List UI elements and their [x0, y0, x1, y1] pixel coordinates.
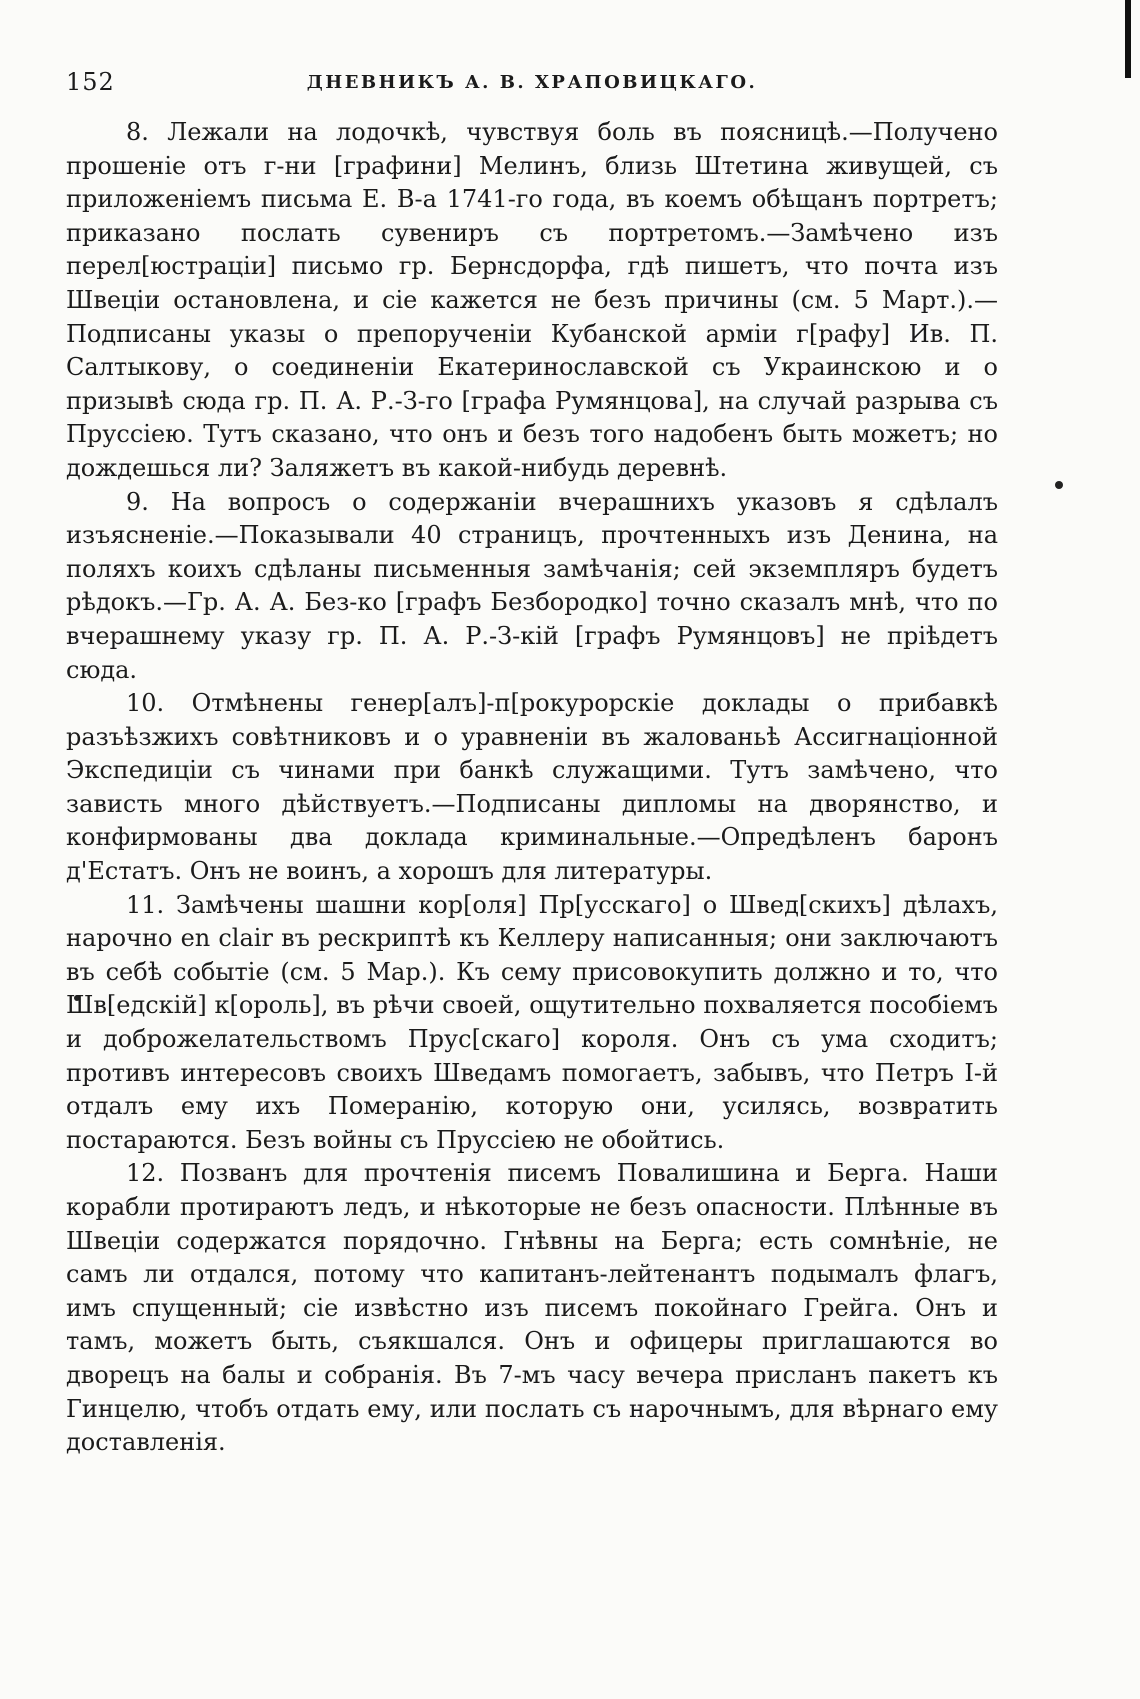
page-header — [66, 68, 998, 104]
diary-entry-11: 11. Замѣчены шашни кор[оля] Пр[усскаго] о Швед[скихъ] дѣлахъ, нарочно en clair въ рескриптѣ къ Келлеру написанныя; они заключаютъ въ себѣ событіе (см. 5 Мар.). Къ сему присовокупить должно и то, что Шв[едскій] к[ороль], въ рѣчи своей, ощутительно похваляется пособіемъ и доброжелательствомъ Прус[скаго] короля. Онъ съ ума сходитъ; противъ интересовъ своихъ Шведамъ помогаетъ, забывъ, что Петръ I-й отдалъ ему ихъ Померанію, которую они, усилясь, возвратить постараются. Безъ войны съ Пруссіею не обойтись. — [66, 890, 998, 1154]
running-title: ДНЕВНИКЪ А. В. ХРАПОВИЦКАГО. — [306, 72, 758, 93]
page-edge-mark — [1125, 0, 1131, 78]
body-text — [66, 116, 998, 1460]
diary-entry-12: 12. Позванъ для прочтенія писемъ Повалишина и Берга. Наши корабли протираютъ ледъ, и нѣкоторые не безъ опасности. Плѣнные въ Швеціи содержатся порядочно. Гнѣвны на Берга; есть сомнѣніе, не самъ ли отдался, потому что капитанъ-лейтенантъ подымалъ флагъ, имъ спущенный; сіе извѣстно изъ писемъ покойнаго Грейга. Онъ и тамъ, можетъ быть, съякшался. Онъ и офицеры приглашаются во дворецъ на балы и собранія. Въ 7-мъ часу вечера присланъ пакетъ къ Гинцелю, чтобъ отдать ему, или послать съ нарочнымъ, для вѣрнаго ему доставленія. — [66, 1159, 998, 1457]
page-number: 152 — [66, 68, 115, 96]
diary-entry-9: 9. На вопросъ о содержаніи вчерашнихъ указовъ я сдѣлалъ изъясненіе.—Показывали 40 страницъ, прочтенныхъ изъ Денина, на поляхъ коихъ сдѣланы письменныя замѣчанія; сей экземпляръ будетъ рѣдокъ.—Гр. А. А. Без-ко [графъ Безбородко] точно сказалъ мнѣ, что по вчерашнему указу гр. П. А. Р.-З-кій [графъ Румянцовъ] не пріѣдетъ сюда. — [66, 487, 998, 684]
diary-entry-8: 8. Лежали на лодочкѣ, чувствуя боль въ поясницѣ.—Получено прошеніе отъ г-ни [графини] Мелинъ, близь Штетина живущей, съ приложеніемъ письма Е. В-а 1741-го года, въ коемъ обѣщанъ портретъ; приказано послать сувениръ съ портретомъ.—Замѣчено изъ перел[юстраціи] письмо гр. Бернсдорфа, гдѣ пишетъ, что почта изъ Швеціи остановлена, и сіе кажется не безъ причины (см. 5 Март.).—Подписаны указы о препорученіи Кубанской арміи г[рафу] Ив. П. Салтыкову, о соединеніи Екатеринославской съ Украинскою и о призывѣ сюда гр. П. А. Р.-З-го [графа Румянцова], на случай разрыва съ Пруссіею. Тутъ сказано, что онъ и безъ того надобенъ быть можетъ; но дождешься ли? Заляжетъ въ какой-нибудь деревнѣ. — [66, 118, 998, 482]
diary-entry-10: 10. Отмѣнены генер[алъ]-п[рокурорскіе доклады о прибавкѣ разъѣзжихъ совѣтниковъ и о уравненіи въ жалованьѣ Ассигнаціонной Экспедиціи съ чинами при банкѣ служащими. Тутъ замѣчено, что зависть много дѣйствуетъ.—Подписаны дипломы на дворянство, и конфирмованы два доклада криминальные.—Опредѣленъ баронъ д'Естатъ. Онъ не воинъ, а хорошъ для литературы. — [66, 689, 998, 886]
ink-speck — [1055, 481, 1063, 489]
